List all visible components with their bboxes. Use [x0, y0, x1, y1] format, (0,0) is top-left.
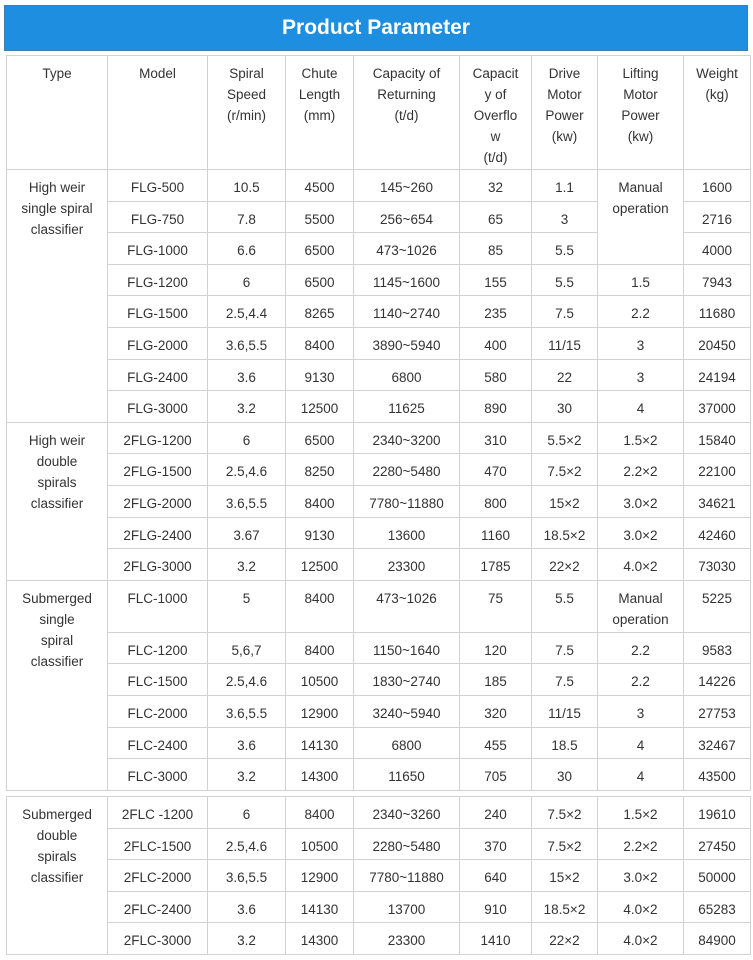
type-cell-line: classifier — [30, 495, 84, 511]
model-header: Model — [108, 56, 208, 170]
returning-cell: 13600 — [354, 517, 460, 549]
type-cell-line: High weir — [28, 432, 86, 448]
model-cell: FLC-1200 — [108, 632, 208, 664]
drive-power-cell: 7.5 — [532, 632, 598, 664]
returning-cell: 23300 — [354, 549, 460, 581]
model-cell: FLG-3000 — [108, 391, 208, 423]
returning-cell: 7780~11880 — [354, 485, 460, 517]
drive-power-cell: 11/15 — [532, 327, 598, 359]
capacity-overflow-header-line: (t/d) — [483, 150, 508, 165]
length-cell: 12500 — [286, 549, 354, 581]
returning-cell: 2340~3260 — [354, 797, 460, 829]
lifting-power-cell: 3 — [598, 695, 684, 727]
model-cell: 2FLC-2000 — [108, 860, 208, 892]
table-row — [7, 695, 751, 727]
length-cell: 10500 — [286, 664, 354, 696]
returning-cell: 473~1026 — [354, 580, 460, 632]
speed-cell: 3.6,5.5 — [208, 327, 286, 359]
lifting-power-cell: 3.0×2 — [598, 485, 684, 517]
overflow-cell: 1785 — [460, 549, 532, 581]
overflow-cell: 320 — [460, 695, 532, 727]
lifting-power-cell-line: operation — [612, 201, 669, 216]
returning-cell: 2280~5480 — [354, 454, 460, 486]
returning-cell: 1830~2740 — [354, 664, 460, 696]
lifting-power-cell: 2.2 — [598, 632, 684, 664]
capacity-overflow-header — [460, 56, 532, 170]
weight-cell: 43500 — [684, 759, 751, 791]
length-cell: 5500 — [286, 201, 354, 233]
model-cell: FLC-1500 — [108, 664, 208, 696]
drive-power-cell: 18.5×2 — [532, 517, 598, 549]
returning-cell: 6800 — [354, 359, 460, 391]
length-cell: 12500 — [286, 391, 354, 423]
model-cell: FLG-2000 — [108, 327, 208, 359]
lifting-power-cell: 1.5×2 — [598, 797, 684, 829]
overflow-cell: 455 — [460, 727, 532, 759]
length-cell: 14300 — [286, 759, 354, 791]
drive-power-cell: 18.5×2 — [532, 891, 598, 923]
weight-header-line: (kg) — [705, 87, 729, 102]
model-cell: FLC-3000 — [108, 759, 208, 791]
overflow-cell: 890 — [460, 391, 532, 423]
overflow-cell: 65 — [460, 201, 532, 233]
spiral-speed-header-line: Speed — [226, 87, 267, 102]
type-cell — [7, 580, 108, 790]
model-cell: 2FLC-1500 — [108, 828, 208, 860]
drive-power-header — [532, 56, 598, 170]
overflow-cell: 310 — [460, 422, 532, 454]
length-cell: 6500 — [286, 264, 354, 296]
type-cell-line: Submerged — [22, 807, 92, 822]
length-cell: 8400 — [286, 485, 354, 517]
table-row — [7, 580, 751, 632]
weight-header — [684, 56, 751, 170]
lifting-power-cell: 2.2×2 — [598, 454, 684, 486]
weight-cell: 19610 — [684, 797, 751, 829]
returning-cell: 145~260 — [354, 170, 460, 202]
lifting-power-header-line: Motor — [623, 87, 658, 102]
type-cell-line: Submerged — [22, 590, 92, 606]
speed-cell: 7.8 — [208, 201, 286, 233]
drive-power-cell: 30 — [532, 759, 598, 791]
capacity-overflow-header-line: w — [490, 129, 501, 144]
overflow-cell: 470 — [460, 454, 532, 486]
lifting-power-cell-line: Manual — [618, 180, 663, 195]
weight-cell: 14226 — [684, 664, 751, 696]
type-cell-line: single — [39, 611, 75, 627]
returning-cell: 1140~2740 — [354, 296, 460, 328]
speed-cell: 2.5,4.6 — [208, 664, 286, 696]
speed-cell: 3.6,5.5 — [208, 860, 286, 892]
length-cell: 14130 — [286, 727, 354, 759]
length-cell: 12900 — [286, 860, 354, 892]
weight-cell: 84900 — [684, 923, 751, 955]
weight-cell: 73030 — [684, 549, 751, 581]
overflow-cell: 910 — [460, 891, 532, 923]
returning-cell: 11625 — [354, 391, 460, 423]
table-row — [7, 517, 751, 549]
model-cell: FLG-500 — [108, 170, 208, 202]
lifting-power-header — [598, 56, 684, 170]
weight-cell: 37000 — [684, 391, 751, 423]
chute-length-header-line: Chute — [301, 66, 338, 81]
overflow-cell: 370 — [460, 828, 532, 860]
type-cell-line: classifier — [30, 653, 84, 669]
length-cell: 8400 — [286, 580, 354, 632]
speed-cell: 3.2 — [208, 391, 286, 423]
type-cell-line: double — [36, 453, 78, 469]
model-cell: 2FLG-2400 — [108, 517, 208, 549]
lifting-power-cell: 4 — [598, 727, 684, 759]
type-cell — [7, 797, 108, 955]
length-cell: 12900 — [286, 695, 354, 727]
capacity-overflow-header-line: Capacit — [472, 66, 519, 81]
speed-cell: 6.6 — [208, 233, 286, 265]
drive-power-cell: 22×2 — [532, 923, 598, 955]
table-row — [7, 891, 751, 923]
weight-cell: 2716 — [684, 201, 751, 233]
overflow-cell: 185 — [460, 664, 532, 696]
model-cell: 2FLG-3000 — [108, 549, 208, 581]
capacity-returning-header-line: (t/d) — [394, 108, 419, 123]
type-cell-line: classifier — [30, 870, 84, 885]
model-cell: 2FLG-1200 — [108, 422, 208, 454]
returning-cell: 11650 — [354, 759, 460, 791]
drive-power-cell: 30 — [532, 391, 598, 423]
capacity-overflow-header-line: Overflo — [473, 108, 518, 123]
lifting-power-cell: 1.5×2 — [598, 422, 684, 454]
lifting-power-header-line: Lifting — [622, 66, 659, 81]
chute-length-header-line: Length — [298, 87, 341, 102]
model-cell: FLG-750 — [108, 201, 208, 233]
length-cell: 14300 — [286, 923, 354, 955]
model-cell: FLC-2000 — [108, 695, 208, 727]
drive-power-header-line: Drive — [548, 66, 581, 81]
overflow-cell: 1160 — [460, 517, 532, 549]
overflow-cell: 1410 — [460, 923, 532, 955]
overflow-cell: 640 — [460, 860, 532, 892]
drive-power-cell: 5.5×2 — [532, 422, 598, 454]
model-cell: 2FLG-1500 — [108, 454, 208, 486]
speed-cell: 2.5,4.6 — [208, 828, 286, 860]
returning-cell: 3890~5940 — [354, 327, 460, 359]
length-cell: 10500 — [286, 828, 354, 860]
model-cell: 2FLC -1200 — [108, 797, 208, 829]
speed-cell: 3.2 — [208, 923, 286, 955]
drive-power-cell: 7.5×2 — [532, 454, 598, 486]
weight-cell: 24194 — [684, 359, 751, 391]
page-title: Product Parameter — [4, 5, 748, 51]
type-cell-line: classifier — [30, 222, 84, 237]
lifting-power-cell: 2.2 — [598, 664, 684, 696]
drive-power-cell: 5.5 — [532, 580, 598, 632]
speed-cell: 6 — [208, 422, 286, 454]
lifting-power-cell: 2.2 — [598, 296, 684, 328]
length-cell: 8400 — [286, 327, 354, 359]
model-cell: FLG-1000 — [108, 233, 208, 265]
table-row — [7, 727, 751, 759]
model-cell: 2FLG-2000 — [108, 485, 208, 517]
overflow-cell: 120 — [460, 632, 532, 664]
type-cell — [7, 422, 108, 580]
overflow-cell: 800 — [460, 485, 532, 517]
speed-cell: 2.5,4.4 — [208, 296, 286, 328]
lifting-power-cell — [598, 580, 684, 632]
speed-cell: 2.5,4.6 — [208, 454, 286, 486]
weight-cell: 11680 — [684, 296, 751, 328]
drive-power-header-line: (kw) — [551, 129, 578, 144]
returning-cell: 256~654 — [354, 201, 460, 233]
drive-power-header-line: Motor — [547, 87, 582, 102]
lifting-power-cell: 1.5 — [598, 264, 684, 296]
weight-cell: 50000 — [684, 860, 751, 892]
model-cell: FLG-1200 — [108, 264, 208, 296]
model-cell: FLG-1500 — [108, 296, 208, 328]
chute-length-header-line: (mm) — [303, 108, 336, 123]
model-cell: FLC-1000 — [108, 580, 208, 632]
type-cell-line: High weir — [28, 180, 86, 195]
drive-power-cell: 7.5 — [532, 296, 598, 328]
returning-cell: 1150~1640 — [354, 632, 460, 664]
length-cell: 6500 — [286, 233, 354, 265]
model-cell: FLG-2400 — [108, 359, 208, 391]
table-row — [7, 391, 751, 423]
lifting-power-cell-line: operation — [612, 611, 669, 627]
table-row — [7, 759, 751, 791]
spiral-speed-header-line: (r/min) — [227, 108, 266, 123]
weight-cell: 42460 — [684, 517, 751, 549]
returning-cell: 1145~1600 — [354, 264, 460, 296]
weight-cell: 27753 — [684, 695, 751, 727]
overflow-cell: 155 — [460, 264, 532, 296]
speed-cell: 6 — [208, 264, 286, 296]
overflow-cell: 400 — [460, 327, 532, 359]
capacity-overflow-header-line: y of — [484, 87, 507, 102]
returning-cell: 473~1026 — [354, 233, 460, 265]
drive-power-cell: 22×2 — [532, 549, 598, 581]
model-cell: FLC-2400 — [108, 727, 208, 759]
overflow-cell: 32 — [460, 170, 532, 202]
spiral-speed-header — [208, 56, 286, 170]
lifting-power-cell: 4.0×2 — [598, 923, 684, 955]
weight-cell: 5225 — [684, 580, 751, 632]
drive-power-cell: 7.5×2 — [532, 797, 598, 829]
returning-cell: 2280~5480 — [354, 828, 460, 860]
drive-power-cell: 22 — [532, 359, 598, 391]
type-cell-line: single spiral — [21, 201, 93, 216]
weight-cell: 4000 — [684, 233, 751, 265]
returning-cell: 3240~5940 — [354, 695, 460, 727]
weight-cell: 20450 — [684, 327, 751, 359]
speed-cell: 3.6 — [208, 727, 286, 759]
table-row — [7, 296, 751, 328]
table-row — [7, 264, 751, 296]
drive-power-cell: 15×2 — [532, 860, 598, 892]
drive-power-cell: 15×2 — [532, 485, 598, 517]
capacity-returning-header-line: Capacity of — [372, 66, 441, 81]
lifting-power-cell: 3.0×2 — [598, 860, 684, 892]
drive-power-cell: 11/15 — [532, 695, 598, 727]
lifting-power-header-line: Power — [621, 108, 660, 123]
speed-cell: 6 — [208, 797, 286, 829]
lifting-power-cell: 4.0×2 — [598, 891, 684, 923]
overflow-cell: 240 — [460, 797, 532, 829]
speed-cell: 3.67 — [208, 517, 286, 549]
parameter-table-continued — [6, 796, 751, 955]
table-row — [7, 359, 751, 391]
speed-cell: 5,6,7 — [208, 632, 286, 664]
table-row — [7, 485, 751, 517]
chute-length-header — [286, 56, 354, 170]
weight-cell: 22100 — [684, 454, 751, 486]
length-cell: 8265 — [286, 296, 354, 328]
table-row — [7, 422, 751, 454]
table-row — [7, 549, 751, 581]
length-cell: 8250 — [286, 454, 354, 486]
length-cell: 14130 — [286, 891, 354, 923]
table-row — [7, 327, 751, 359]
length-cell: 9130 — [286, 359, 354, 391]
weight-cell: 9583 — [684, 632, 751, 664]
speed-cell: 3.6,5.5 — [208, 485, 286, 517]
speed-cell: 10.5 — [208, 170, 286, 202]
table-row — [7, 632, 751, 664]
returning-cell: 2340~3200 — [354, 422, 460, 454]
returning-cell: 7780~11880 — [354, 860, 460, 892]
model-cell: 2FLC-3000 — [108, 923, 208, 955]
speed-cell: 3.6,5.5 — [208, 695, 286, 727]
type-cell-line: spirals — [37, 474, 77, 490]
speed-cell: 5 — [208, 580, 286, 632]
drive-power-cell: 18.5 — [532, 727, 598, 759]
length-cell: 8400 — [286, 797, 354, 829]
weight-cell: 15840 — [684, 422, 751, 454]
weight-cell: 1600 — [684, 170, 751, 202]
overflow-cell: 235 — [460, 296, 532, 328]
table-row — [7, 860, 751, 892]
weight-cell: 7943 — [684, 264, 751, 296]
drive-power-header-line: Power — [545, 108, 584, 123]
spiral-speed-header-line: Spiral — [229, 66, 264, 81]
drive-power-cell: 5.5 — [532, 264, 598, 296]
table-row — [7, 797, 751, 829]
lifting-power-cell: 2.2×2 — [598, 828, 684, 860]
drive-power-cell: 1.1 — [532, 170, 598, 202]
lifting-power-cell: 3 — [598, 359, 684, 391]
weight-cell: 34621 — [684, 485, 751, 517]
type-header: Type — [7, 56, 108, 170]
table-row — [7, 828, 751, 860]
weight-cell: 65283 — [684, 891, 751, 923]
model-cell: 2FLC-2400 — [108, 891, 208, 923]
overflow-cell: 85 — [460, 233, 532, 265]
capacity-returning-header-line: Returning — [377, 87, 436, 102]
drive-power-cell: 7.5×2 — [532, 828, 598, 860]
length-cell: 8400 — [286, 632, 354, 664]
lifting-power-cell: 3 — [598, 327, 684, 359]
weight-cell: 32467 — [684, 727, 751, 759]
parameter-table — [6, 55, 751, 791]
lifting-power-cell: 4 — [598, 391, 684, 423]
weight-cell: 27450 — [684, 828, 751, 860]
returning-cell: 13700 — [354, 891, 460, 923]
overflow-cell: 75 — [460, 580, 532, 632]
drive-power-cell: 5.5 — [532, 233, 598, 265]
drive-power-cell: 3 — [532, 201, 598, 233]
table-row — [7, 454, 751, 486]
length-cell: 9130 — [286, 517, 354, 549]
capacity-returning-header — [354, 56, 460, 170]
length-cell: 6500 — [286, 422, 354, 454]
lifting-power-cell: 3.0×2 — [598, 517, 684, 549]
lifting-power-cell-line: Manual — [618, 590, 663, 606]
overflow-cell: 705 — [460, 759, 532, 791]
weight-header-line: Weight — [696, 66, 738, 81]
lifting-power-cell: 4.0×2 — [598, 549, 684, 581]
speed-cell: 3.2 — [208, 549, 286, 581]
speed-cell: 3.2 — [208, 759, 286, 791]
lifting-power-cell: 4 — [598, 759, 684, 791]
speed-cell: 3.6 — [208, 891, 286, 923]
overflow-cell: 580 — [460, 359, 532, 391]
returning-cell: 6800 — [354, 727, 460, 759]
header-row — [7, 56, 751, 170]
length-cell: 4500 — [286, 170, 354, 202]
table-row — [7, 923, 751, 955]
speed-cell: 3.6 — [208, 359, 286, 391]
type-cell-line: spiral — [40, 632, 74, 648]
lifting-power-header-line: (kw) — [627, 129, 654, 144]
type-cell-line: spirals — [37, 849, 77, 864]
drive-power-cell: 7.5 — [532, 664, 598, 696]
returning-cell: 23300 — [354, 923, 460, 955]
type-cell — [7, 170, 108, 423]
lifting-power-cell — [598, 170, 684, 265]
table-row — [7, 170, 751, 202]
table-row — [7, 664, 751, 696]
type-cell-line: double — [36, 828, 78, 843]
